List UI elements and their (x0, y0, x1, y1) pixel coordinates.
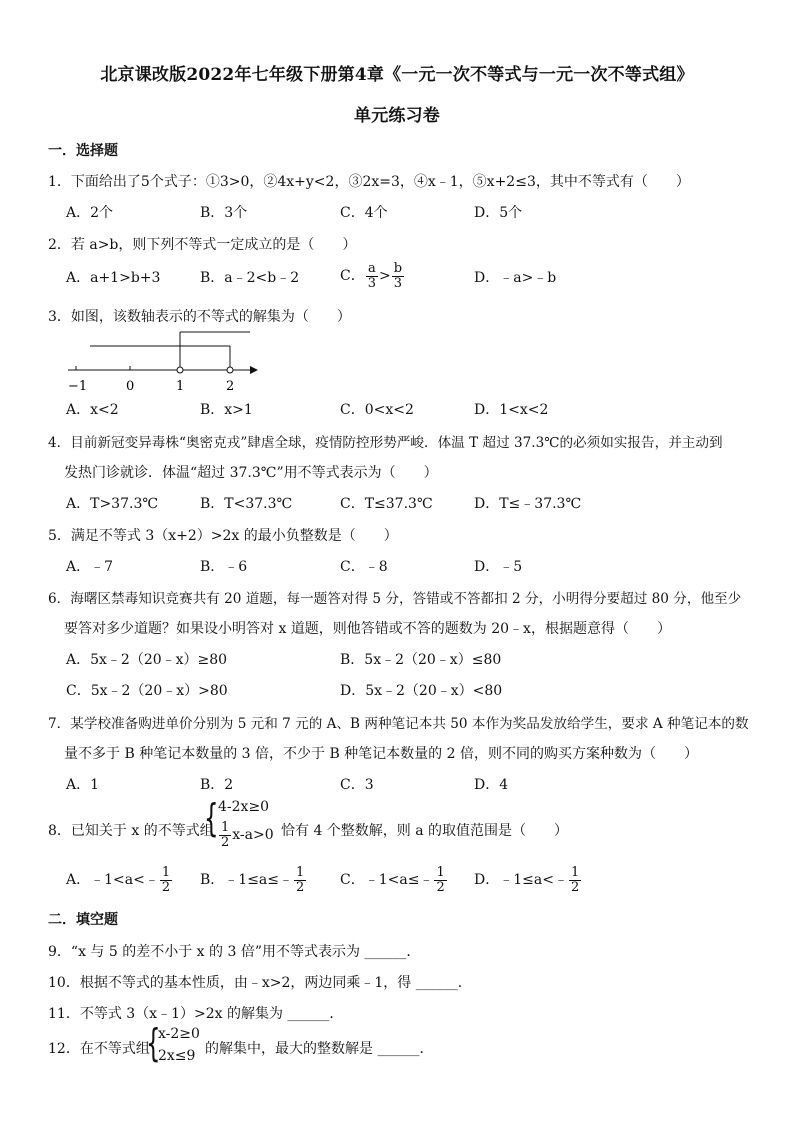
question-12-stem-pre: 12．在不等式组 (48, 1041, 150, 1057)
option-a: A．1 (66, 777, 100, 793)
option-b: B．a﹣2<b﹣2 (200, 270, 300, 286)
option-d: D．T≤﹣37.3℃ (474, 496, 582, 512)
question-5-stem: 5．满足不等式 3（x+2）>2x 的最小负整数是（ ） (48, 528, 398, 544)
option-c: C．5x﹣2（20﹣x）>80 (66, 683, 228, 699)
option-a: A．﹣1<a<﹣ $\frac{1}{2}$ (66, 865, 171, 895)
tick-label-1: 1 (176, 379, 185, 394)
question-7-options (66, 774, 766, 798)
option-d: D．4 (474, 777, 509, 793)
open-point-2 (227, 367, 233, 373)
question-2-options (66, 262, 766, 296)
option-a: A．T>37.3℃ (66, 496, 159, 512)
option-d: D．﹣1≤a<﹣ $\frac{1}{2}$ (474, 865, 580, 895)
question-1-stem: 1．下面给出了5个式子：①3>0，②4x+y<2，③2x=3，④x﹣1，⑤x+2≤3，其中不等式有（ ） (48, 174, 690, 190)
question-1-options (66, 202, 766, 226)
question-3-options (66, 399, 766, 423)
question-6-options-row2 (66, 680, 766, 704)
question-6-stem: 6．海曙区禁毒知识竞赛共有 20 道题，每一题答对得 5 分，答错或不答都扣 2 分，小明得分要超过 80 分，他至少 (48, 591, 742, 607)
option-b: B．2 (200, 777, 234, 793)
question-3-stem: 3．如图，该数轴表示的不等式的解集为（ ） (48, 309, 351, 325)
option-d: D．﹣5 (474, 559, 523, 575)
option-c: C．0<x<2 (340, 402, 414, 418)
system-line-2: $\frac{1}{2}$ x-a>0 (221, 820, 274, 850)
option-a: A．2个 (66, 205, 114, 221)
question-4-stem: 4．目前新冠变异毒株“奥密克戎”肆虐全球，疫情防控形势严峻．体温 T 超过 37.3℃的必须如实报告，并主动到 (48, 435, 723, 451)
question-10-stem: 10．根据不等式的基本性质，由﹣x>2，两边同乘﹣1，得 ______． (48, 975, 472, 991)
question-8-stem-pre: 8．已知关于 x 的不等式组 (48, 823, 214, 839)
system-line-1: x-2≥0 (158, 1026, 200, 1042)
system-line-2: 2x≤9 (158, 1048, 196, 1064)
question-11-stem: 11．不等式 3（x﹣1）>2x 的解集为 ______． (48, 1006, 344, 1022)
tick-label-0: 0 (126, 379, 135, 394)
number-line-figure (60, 326, 260, 396)
question-8-stem-post: 恰有 4 个整数解，则 a 的取值范围是（ ） (281, 823, 569, 839)
system-line-1: 4-2x≥0 (218, 799, 270, 815)
option-c: C．﹣8 (340, 559, 388, 575)
option-c: C．3 (340, 777, 374, 793)
option-b: B．T<37.3℃ (200, 496, 293, 512)
question-4-stem-cont: 发热门诊就诊．体温“超过 37.3℃”用不等式表示为（ ） (64, 465, 438, 481)
question-5-options (66, 556, 766, 580)
tick-label-2: 2 (226, 379, 235, 394)
question-9-stem: 9．“x 与 5 的差不小于 x 的 3 倍”用不等式表示为 ______． (48, 944, 421, 960)
option-b: B．3个 (200, 205, 248, 221)
tick-label-neg1: −1 (68, 379, 88, 394)
question-6-stem-cont: 要答对多少道题？如果设小明答对 x 道题，则他答错或不答的题数为 20﹣x，根据题意得（ ） (64, 621, 671, 637)
option-b: B．﹣6 (200, 559, 248, 575)
option-d: D．﹣a>﹣b (474, 270, 557, 286)
option-a: A．5x﹣2（20﹣x）≥80 (66, 652, 228, 668)
question-7-stem-cont: 量不多于 B 种笔记本数量的 3 倍，不少于 B 种笔记本数量的 2 倍，则不同的购买方案种数为（ ） (64, 746, 698, 762)
question-8-options (66, 866, 766, 902)
option-b: B．5x﹣2（20﹣x）≤80 (340, 652, 502, 668)
option-c: C．﹣1<a≤﹣ $\frac{1}{2}$ (340, 865, 445, 895)
document-subtitle: 单元练习卷 (354, 106, 440, 126)
option-b: B．﹣1≤a≤﹣ $\frac{1}{2}$ (200, 865, 305, 895)
section-fill-heading: 二．填空题 (48, 912, 118, 928)
option-d: D．5x﹣2（20﹣x）<80 (340, 683, 503, 699)
question-12-stem-post: 的解集中，最大的整数解是 ______． (205, 1041, 434, 1057)
option-a: A．x<2 (66, 402, 119, 418)
option-d: D．5个 (474, 205, 523, 221)
option-a: A．﹣7 (66, 559, 114, 575)
axis-arrow-icon (250, 366, 258, 374)
option-b: B．x>1 (200, 402, 253, 418)
question-2-stem: 2．若 a>b，则下列不等式一定成立的是（ ） (48, 237, 357, 253)
question-4-options (66, 493, 766, 517)
document-title: 北京课改版2022年七年级下册第4章《一元一次不等式与一元一次不等式组》 (100, 65, 694, 85)
option-d: D．1<x<2 (474, 402, 549, 418)
option-c: C．T≤37.3℃ (340, 496, 433, 512)
option-c: C．4个 (340, 205, 388, 221)
question-7-stem: 7．某学校准备购进单价分别为 5 元和 7 元的 A、B 两种笔记本共 50 本作为奖品发放给学生，要求 A 种笔记本的数 (48, 716, 749, 732)
option-c: C． $\frac{a}{3}$ > $\frac{b}{3}$ (340, 261, 403, 291)
question-6-options-row1 (66, 649, 766, 673)
option-a: A．a+1>b+3 (66, 270, 161, 286)
open-point-1 (177, 367, 183, 373)
section-choice-heading: 一．选择题 (48, 143, 118, 159)
